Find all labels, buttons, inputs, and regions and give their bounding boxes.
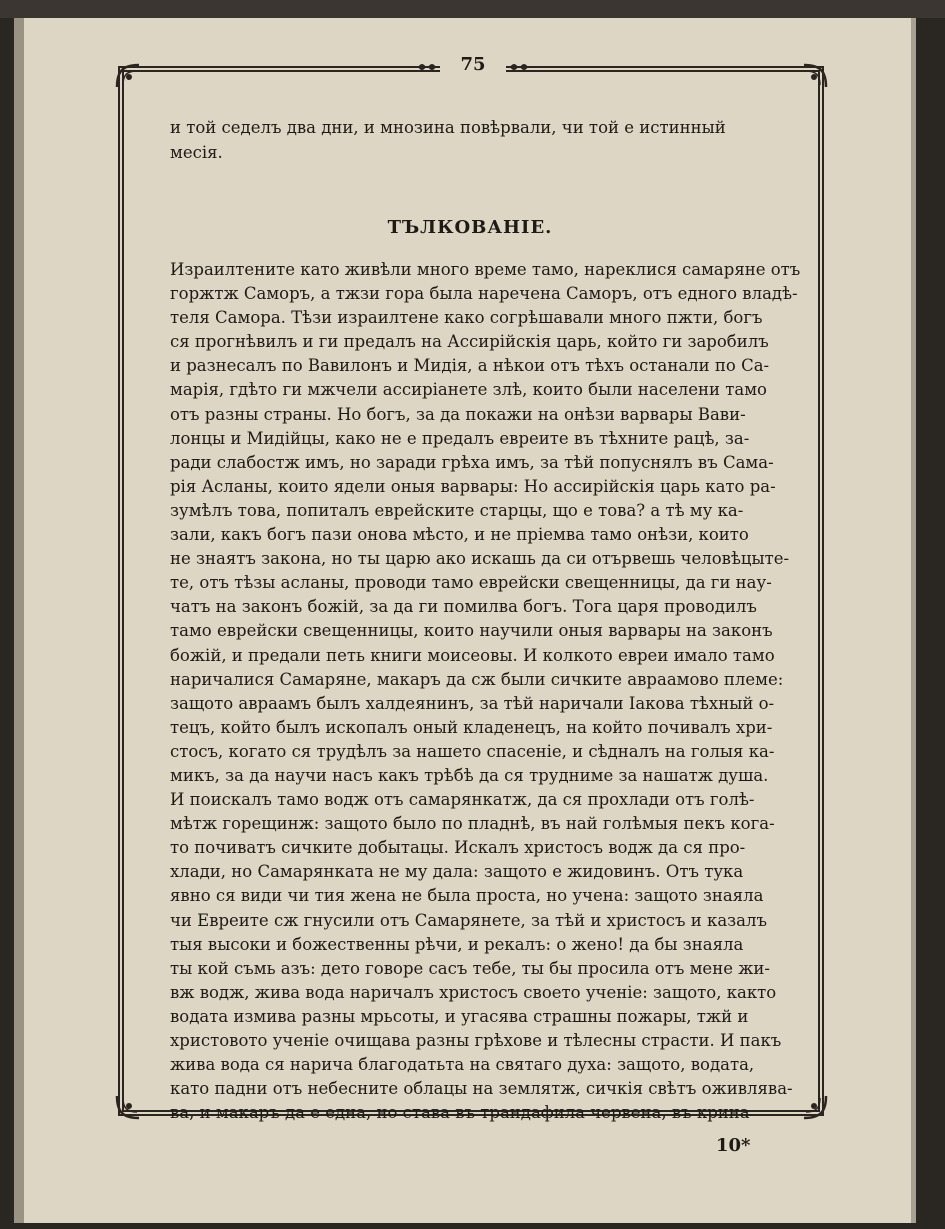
signature-mark: 10* <box>716 1135 751 1156</box>
text-line: вж водж, жива вода наричалъ христосъ своето ученіе: защото, както <box>170 982 777 1002</box>
text-line: горжтж Саморъ, а тжзи гора была наречена Саморъ, отъ едного владѣ- <box>170 284 798 304</box>
text-line: не знаятъ закона, но ты царю ако искашь да си отървешь человѣцыте- <box>170 549 790 569</box>
text-line: рія Асланы, които ядели оныя варвары: Но ассирійскія царь като ра- <box>170 476 776 496</box>
section-heading: ТЪЛКОВАНІЕ. <box>387 217 553 238</box>
text-line: микъ, за да научи насъ какъ трѣбѣ да ся труднимe за нашатж душа. <box>170 765 769 785</box>
leaf-ornament-icon <box>502 60 536 74</box>
page-content <box>170 115 801 1123</box>
page-number: 75 <box>440 54 506 80</box>
text-line: чатъ на законъ божій, за да ги помилва богъ. Тога царя проводилъ <box>170 597 757 617</box>
text-line: и разнесалъ по Вавилонъ и Мидія, а нѣкои отъ тѣхъ останали по Са- <box>170 356 770 376</box>
text-line: то почиватъ сичките добытацы. Искалъ христосъ водж да ся про- <box>170 838 746 858</box>
text-line: чи Евреите сж гнусили отъ Самарянете, за тѣй и христосъ и казалъ <box>170 910 767 930</box>
text-line: теля Самора. Тѣзи израилтене како согрѣшавали много пжти, богъ <box>170 308 763 328</box>
page-gutter <box>14 18 24 1223</box>
page-edge <box>911 18 916 1223</box>
text-line: защото авраамъ былъ халдеянинъ, за тѣй наричали Іакова тѣхный о- <box>170 693 775 713</box>
text-line: отъ разны страны. Но богъ, за да покажи на онѣзи варвары Вави- <box>170 404 746 424</box>
text-line: хлади, но Самарянката не му дала: защото е жидовинъ. Отъ тука <box>170 862 744 882</box>
text-line: те, отъ тѣзы асланы, проводи тамо еврейски свещенницы, да ги нау- <box>170 573 772 593</box>
text-line: зали, какъ богъ пази онова мѣсто, и не пріемва тамо онѣзи, които <box>170 525 749 545</box>
text-line: и той седелъ два дни, и мнозина повѣрвали, чи той е истинный <box>170 118 726 137</box>
text-line: зумѣлъ това, попиталъ еврейските старцы, що е това? а тѣ му ка- <box>170 500 744 520</box>
text-line: тамо еврейски свещенницы, които научили оныя варвары на законъ <box>170 621 773 641</box>
text-line: тецъ, който былъ ископалъ оный кладенецъ, на който почивалъ хри- <box>170 717 773 737</box>
text-line: И поискалъ тамо водж отъ самарянкатж, да ся прохлади отъ голѣ- <box>170 790 755 810</box>
text-line: ради слабостж имъ, но заради грѣха имъ, за тѣй попуснялъ въ Сама- <box>170 452 774 472</box>
body-paragraph <box>170 258 801 1125</box>
text-line: христовото ученіе очищава разны грѣхове и тѣлесны страсти. И пакъ <box>170 1031 782 1050</box>
text-line: мѣтж горещинж: защото было по пладнѣ, въ най голѣмыя пекъ кога- <box>170 814 775 834</box>
text-line: ты кой съмь азъ: дето говоре сасъ тебе, ты бы просила отъ мене жи- <box>170 958 770 978</box>
text-line: тыя высоки и божественны рѣчи, и рекалъ: о жено! да бы знаяла <box>170 934 744 954</box>
text-line: месія. <box>170 143 223 162</box>
text-line: Израилтените като живѣли много време тамо, нареклися самаряне отъ <box>170 260 801 279</box>
text-line: явно ся види чи тия жена не была проста, но учена: защото знаяла <box>170 886 764 906</box>
text-line: лонцы и Мидійцы, како не е предалъ евреите въ тѣхните рацѣ, за- <box>170 428 750 448</box>
text-line: като падни отъ небесните облацы на землятж, сичкія свѣтъ оживлява- <box>170 1079 793 1099</box>
corner-ornament-icon <box>800 61 830 91</box>
text-line: стосъ, когато ся трудѣлъ за нашето спасеніе, и сѣдналъ на голыя ка- <box>170 741 775 761</box>
corner-ornament-icon <box>800 1092 830 1122</box>
text-line: ва, и макаръ да е една, но става въ трандафила червена, въ крина <box>170 1103 750 1123</box>
background-top <box>0 0 945 18</box>
text-line: марія, гдѣто ги мжчели ассиріанете злѣ, които были населени тамо <box>170 380 767 400</box>
text-line: наричалися Самаряне, макаръ да сж были сичките авраамово племе: <box>170 669 784 689</box>
leaf-ornament-icon <box>410 60 444 74</box>
text-line: водата измива разны мрьсоты, и угасява страшны пожары, тжй и <box>170 1006 749 1026</box>
corner-ornament-icon <box>113 1092 143 1122</box>
text-line: ся прогнѣвилъ и ги предалъ на Ассирійскія царь, който ги заробилъ <box>170 332 769 352</box>
corner-ornament-icon <box>113 61 143 91</box>
intro-paragraph <box>170 115 770 165</box>
text-line: жива вода ся нарича благодатьта на святаго духа: защото, водата, <box>170 1055 755 1075</box>
text-line: божій, и предали петь книги моисеовы. И колкото евреи имало тамо <box>170 645 775 665</box>
